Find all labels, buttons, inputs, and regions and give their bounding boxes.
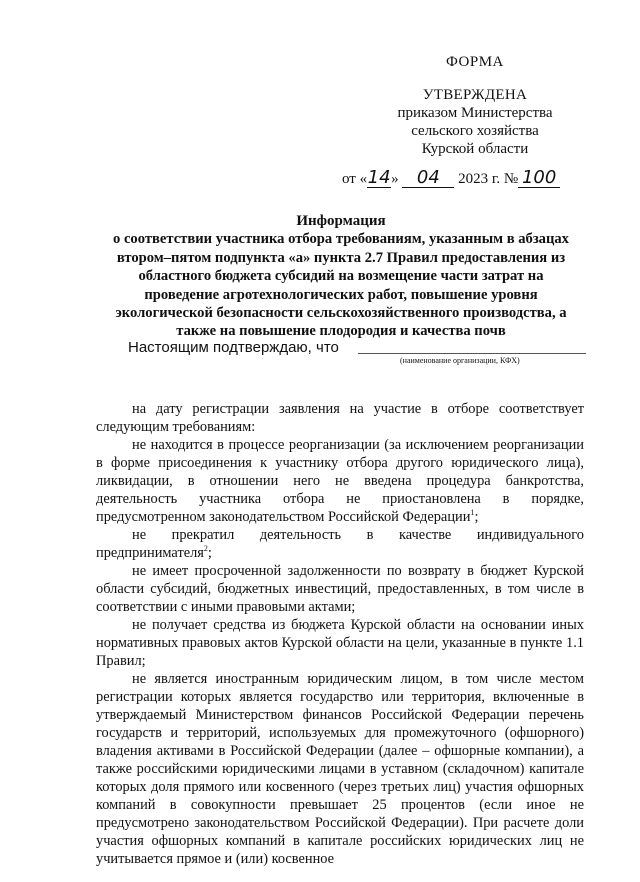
date-month: 04 <box>402 169 454 188</box>
paragraph-registration: на дату регистрации заявления на участие в отборе соответствует следующим требованиям: <box>96 401 584 435</box>
approval-block <box>380 86 570 158</box>
paragraph-debt: не имеет просроченной задолженности по возврату в бюджет Курской области субсидий, бюджетных инвестиций, предоставленных, в том числе в соответствии с иными правовыми актами; <box>96 563 584 615</box>
title-line-6: также на повышение плодородия и качества почв <box>176 323 506 340</box>
title-line-5: экологической безопасности сельскохозяйственного производства, а <box>115 305 567 322</box>
approved-line-3: Курской области <box>421 141 529 157</box>
approved-heading: УТВЕРЖДЕНА <box>422 87 528 103</box>
organization-caption: (наименование организации, КФХ) <box>400 356 520 365</box>
date-day: 14 <box>367 167 391 188</box>
title-line-2: втором–пятом подпункта «а» пункта 2.7 Правил предоставления из <box>116 249 566 266</box>
footnote-ref-2: 2 <box>203 544 208 554</box>
paragraph-reorganization <box>96 436 584 526</box>
form-label: ФОРМА <box>446 54 504 70</box>
requirements-body <box>96 400 584 868</box>
paragraph-foreign-entity: не является иностранным юридическим лицом, в том числе местом регистрации которых является государство или территория, включенные в утверждаемый Министерством финансов Российской Федерации перечень государств и территорий, используемых для промежуточного (офшорного) владения активами в Российской Федерации (далее – офшорные компании), а также российскими юридическими лицами в уставном (складочном) капитале которых доля прямого или косвенного (через третьих лиц) участия офшорных компаний в совокупности превышает 25 процентов (если иное не предусмотрено законодательством Российской Федерации). При расчете доли участия офшорных компаний в капитале российских юридических лиц не учитывается прямое и (или) косвенное <box>96 671 584 867</box>
title-line-4: проведение агротехнологических работ, повышение уровня <box>144 286 538 303</box>
date-year: 2023 г. № <box>458 171 519 187</box>
organization-name-field[interactable] <box>358 353 586 354</box>
document-title <box>96 212 586 341</box>
paragraph-budget-funds: не получает средства из бюджета Курской области на основании иных нормативных правовых актов Курской области на цели, указанные в пункте 1.1 Правил; <box>96 617 584 669</box>
paragraph-entrepreneur <box>96 526 584 562</box>
title-heading: Информация <box>296 213 386 229</box>
order-date-line <box>342 169 560 188</box>
confirmation-text: Настоящим подтверждаю, что <box>128 339 339 356</box>
paragraph-reorganization-text: не находится в процессе реорганизации (за исключением реорганизации в форме присоединения к участнику отбора другого юридического лица), ликвидации, в отношении него не введена процедура банкротства, деятельность участника отбора не приостановлена в порядке, предусмотренном законодательством Российской Федерации <box>96 437 584 525</box>
title-line-1: о соответствии участника отбора требованиям, указанным в абзацах <box>113 231 569 248</box>
approved-line-1: приказом Министерства <box>397 105 553 121</box>
paragraph-reorganization-end: ; <box>474 509 479 525</box>
footnote-ref-1: 1 <box>470 508 475 518</box>
order-number: 100 <box>518 169 560 188</box>
date-prefix: от « <box>342 171 368 187</box>
paragraph-entrepreneur-text: не прекратил деятельность в качестве индивидуального предпринимателя <box>96 527 584 561</box>
paragraph-entrepreneur-end: ; <box>207 545 212 561</box>
title-line-3: областного бюджета субсидий на возмещение части затрат на <box>138 268 544 285</box>
approved-line-2: сельского хозяйства <box>411 123 539 139</box>
date-mid: » <box>391 171 399 187</box>
